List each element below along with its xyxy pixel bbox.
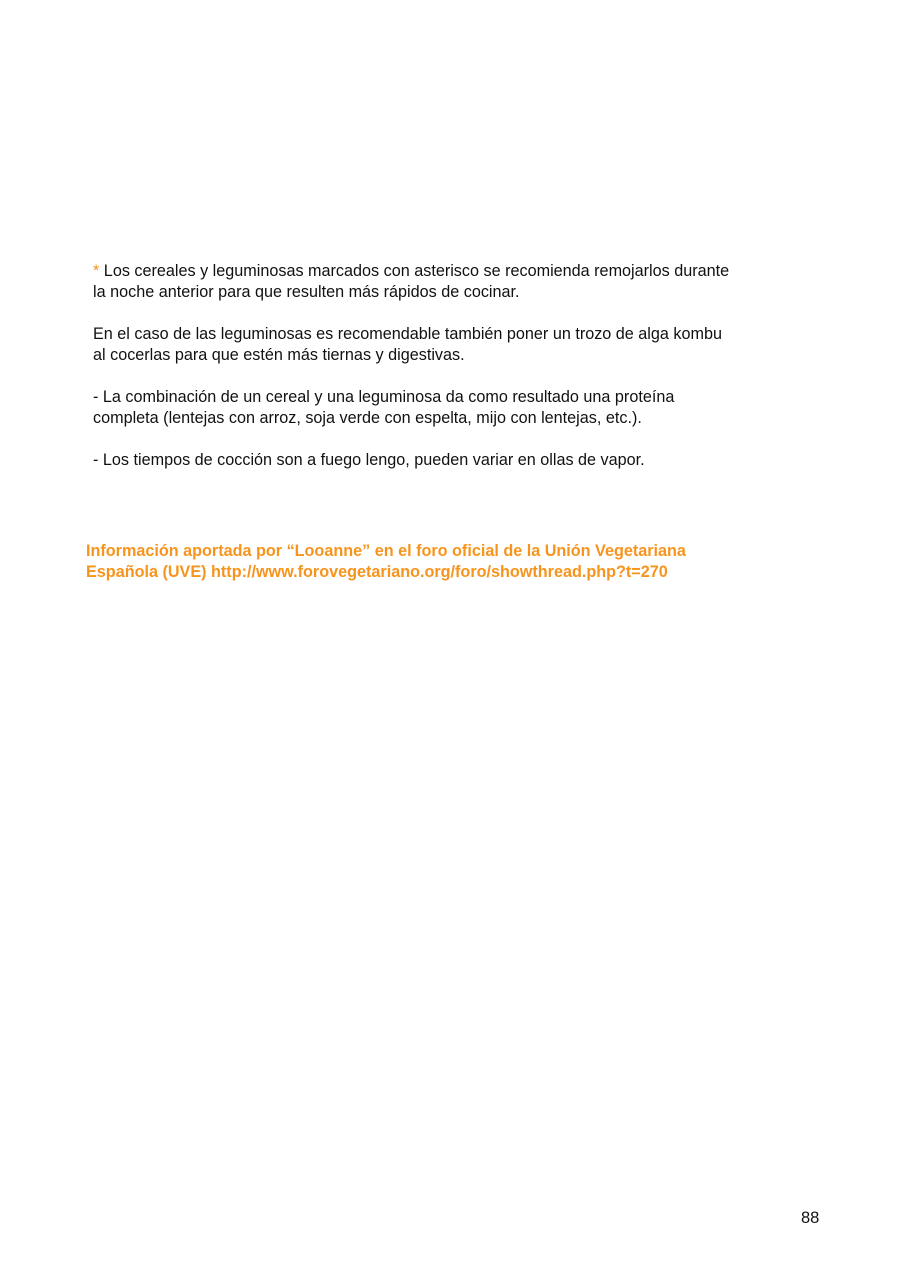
kombu-note xyxy=(93,324,833,366)
source-credit xyxy=(86,541,846,583)
notes-section xyxy=(93,261,833,492)
source-credit-line-1: Información aportada por “Looanne” en el foro oficial de la Unión Vegetariana xyxy=(86,542,686,560)
soaking-note-line-2: la noche anterior para que resulten más rápidos de cocinar. xyxy=(93,283,520,301)
protein-note-line-1: - La combinación de un cereal y una leguminosa da como resultado una proteína xyxy=(93,388,675,406)
protein-note-line-2: completa (lentejas con arroz, soja verde con espelta, mijo con lentejas, etc.). xyxy=(93,409,642,427)
source-credit-line-2[interactable]: Española (UVE) http://www.forovegetariano.org/foro/showthread.php?t=270 xyxy=(86,563,668,581)
kombu-note-line-2: al cocerlas para que estén más tiernas y digestivas. xyxy=(93,346,465,364)
cooking-time-note xyxy=(93,450,833,471)
protein-note xyxy=(93,387,833,429)
page-number: 88 xyxy=(801,1209,820,1227)
asterisk-marker: * xyxy=(93,262,100,280)
soaking-note xyxy=(93,261,833,303)
soaking-note-line-1: Los cereales y leguminosas marcados con asterisco se recomienda remojarlos durante xyxy=(99,262,730,280)
cooking-time-note-line-1: - Los tiempos de cocción son a fuego lengo, pueden variar en ollas de vapor. xyxy=(93,451,645,469)
kombu-note-line-1: En el caso de las leguminosas es recomendable también poner un trozo de alga kombu xyxy=(93,325,722,343)
